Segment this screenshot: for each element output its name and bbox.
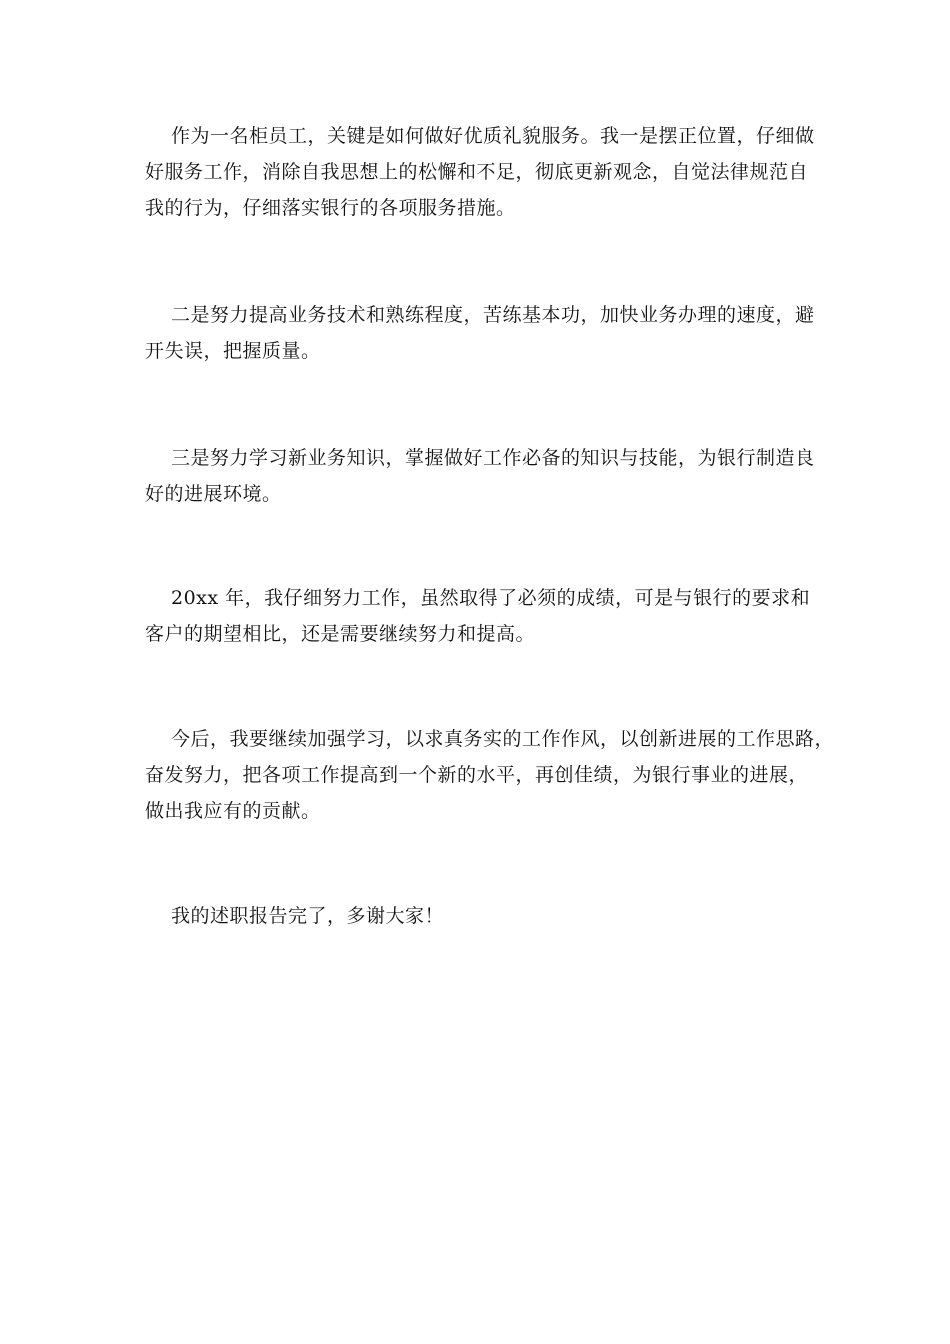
paragraph-line: 我的行为，仔细落实银行的各项服务措施。 (145, 197, 516, 219)
paragraph-line: 三是努力学习新业务知识，掌握做好工作必备的知识与技能，为银行制造良 (171, 447, 815, 469)
paragraph-line: 奋发努力，把各项工作提高到一个新的水平，再创佳绩，为银行事业的进展， (145, 764, 809, 786)
paragraph-line: 做出我应有的贡献。 (145, 800, 321, 822)
paragraph-service-quality (145, 118, 815, 226)
paragraph-line: 今后，我要继续加强学习，以求真务实的工作作风，以创新进展的工作思路， (171, 728, 835, 750)
paragraph-new-knowledge (145, 440, 815, 512)
paragraph-line: 二是努力提高业务技术和熟练程度，苦练基本功，加快业务办理的速度，避 (171, 304, 815, 326)
paragraph-future-plans (145, 721, 835, 829)
paragraph-line: 客户的期望相比，还是需要继续努力和提高。 (145, 623, 536, 645)
paragraph-line: 20xx 年，我仔细努力工作，虽然取得了必须的成绩，可是与银行的要求和 (171, 587, 811, 609)
paragraph-line: 开失误，把握质量。 (145, 340, 321, 362)
paragraph-business-skills (145, 297, 815, 369)
paragraph-closing (145, 898, 815, 934)
paragraph-line: 作为一名柜员工，关键是如何做好优质礼貌服务。我一是摆正位置，仔细做 (171, 125, 815, 147)
paragraph-line: 好服务工作，消除自我思想上的松懈和不足，彻底更新观念，自觉法律规范自 (145, 161, 809, 183)
paragraph-year-summary (145, 580, 815, 652)
paragraph-line: 我的述职报告完了，多谢大家！ (171, 905, 445, 927)
paragraph-line: 好的进展环境。 (145, 483, 282, 505)
